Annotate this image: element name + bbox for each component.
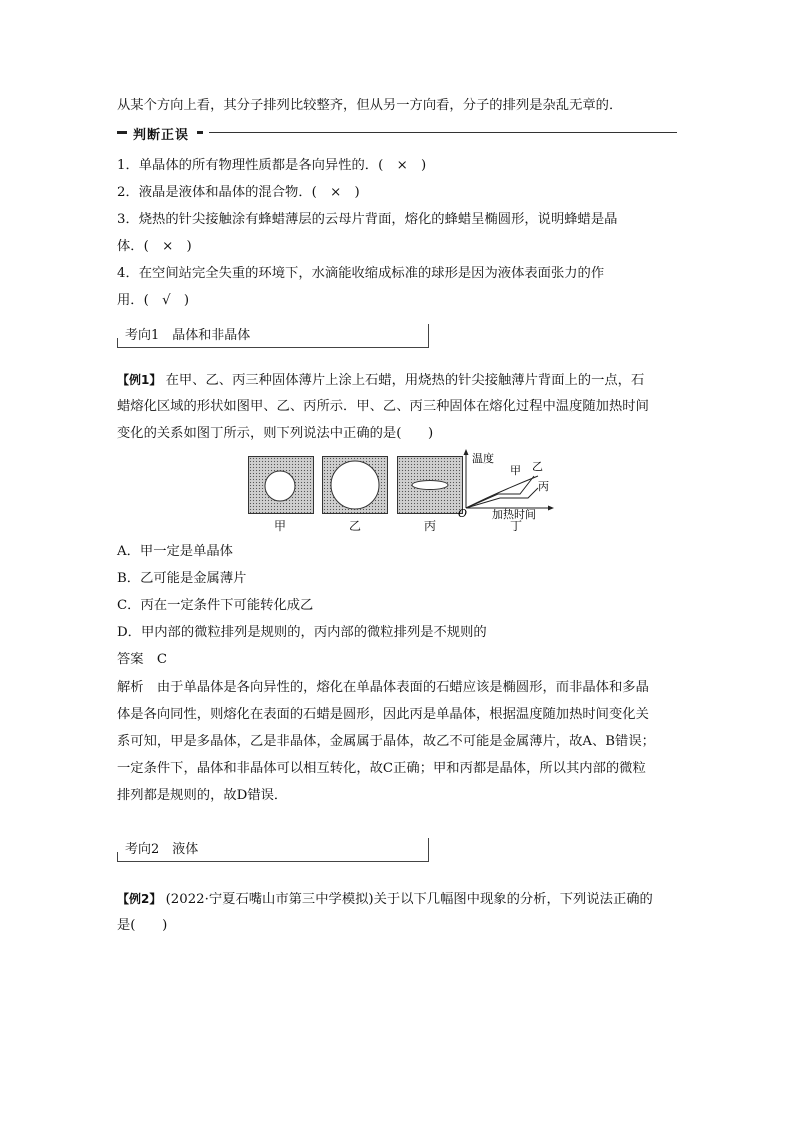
curve-label-jia: 甲 bbox=[510, 464, 521, 477]
analysis-line-1: 解析 由于单晶体是各向异性的，熔化在单晶体表面的石蜡应该是椭圆形，而非晶体和多晶 bbox=[117, 680, 649, 695]
caption-ding: 丁 bbox=[510, 519, 523, 533]
figure-yi-plate bbox=[322, 456, 388, 514]
caption-bing: 丙 bbox=[424, 519, 437, 533]
graph-origin: O bbox=[458, 507, 468, 520]
graph-xlabel: 加热时间 bbox=[492, 508, 536, 520]
curve-label-bing: 丙 bbox=[538, 480, 549, 493]
intro-line: 从某个方向上看，其分子排列比较整齐，但从另一方向看，分子的排列是杂乱无章的． bbox=[117, 98, 623, 113]
graph-ylabel: 温度 bbox=[472, 452, 494, 465]
topic-1-header bbox=[117, 322, 429, 348]
topic-2-header bbox=[117, 836, 429, 862]
judgement-3-cont: 体．( × ) bbox=[117, 239, 192, 254]
section-title: 判断正误 bbox=[133, 128, 190, 143]
melted-circle-large bbox=[323, 457, 387, 513]
caption-yi: 乙 bbox=[349, 519, 362, 533]
example-2-line-2: 是( ) bbox=[117, 918, 168, 933]
judgement-1: 1．单晶体的所有物理性质都是各向异性的．( × ) bbox=[117, 158, 427, 173]
judgement-3: 3．烧热的针尖接触涂有蜂蜡薄层的云母片背面，熔化的蜂蜡呈椭圆形，说明蜂蜡是晶 bbox=[117, 212, 618, 227]
figure-bing-plate bbox=[397, 456, 463, 514]
judgement-2: 2．液晶是液体和晶体的混合物．( × ) bbox=[117, 185, 360, 200]
curve-label-yi: 乙 bbox=[532, 460, 543, 473]
caption-jia: 甲 bbox=[274, 519, 287, 533]
option-c: C．丙在一定条件下可能转化成乙 bbox=[117, 598, 314, 613]
analysis-line-2: 体是各向同性，则熔化在表面的石蜡是圆形，因此丙是单晶体，根据温度随加热时间变化关 bbox=[117, 707, 649, 722]
section-rule bbox=[209, 132, 677, 133]
answer: 答案 C bbox=[117, 652, 168, 667]
option-a: A．甲一定是单晶体 bbox=[117, 544, 233, 559]
example-2-line-1: 【例2】 (2022·宁夏石嘴山市第三中学模拟)关于以下几幅图中现象的分析，下列说法正确的 bbox=[117, 892, 653, 907]
topic-1-title: 考向1 晶体和非晶体 bbox=[125, 328, 251, 343]
example-1-line-1: 【例1】 在甲、乙、丙三种固体薄片上涂上石蜡，用烧热的针尖接触薄片背面上的一点，石 bbox=[117, 373, 645, 388]
analysis-line-3: 系可知，甲是多晶体，乙是非晶体，金属属于晶体，故乙不可能是金属薄片，故A、B错误； bbox=[117, 734, 655, 749]
example-1-line-2: 蜡熔化区域的形状如图甲、乙、丙所示．甲、乙、丙三种固体在熔化过程中温度随加热时间 bbox=[117, 399, 649, 414]
section-mark bbox=[197, 131, 203, 134]
analysis-line-4: 一定条件下，晶体和非晶体可以相互转化，故C正确；甲和丙都是晶体，所以其内部的微粒 bbox=[117, 761, 646, 776]
section-header bbox=[117, 124, 677, 144]
melted-ellipse bbox=[398, 457, 462, 513]
example-1-line-3: 变化的关系如图丁所示，则下列说法中正确的是( ) bbox=[117, 426, 434, 441]
analysis-line-5: 排列都是规则的，故D错误． bbox=[117, 788, 288, 803]
option-d: D．甲内部的微粒排列是规则的，丙内部的微粒排列是不规则的 bbox=[117, 625, 487, 640]
option-b: B．乙可能是金属薄片 bbox=[117, 571, 247, 586]
section-mark bbox=[117, 131, 127, 134]
example-1-tag: 【例1】 bbox=[117, 373, 162, 387]
topic-2-title: 考向2 液体 bbox=[125, 842, 199, 857]
figure-jia-plate bbox=[248, 456, 314, 514]
judgement-4-cont: 用．( √ ) bbox=[117, 293, 190, 308]
judgement-4: 4．在空间站完全失重的环境下，水滴能收缩成标准的球形是因为液体表面张力的作 bbox=[117, 266, 605, 281]
figure-ding-graph bbox=[458, 448, 558, 520]
melted-circle-small bbox=[249, 457, 313, 513]
example-2-tag: 【例2】 bbox=[117, 892, 162, 906]
